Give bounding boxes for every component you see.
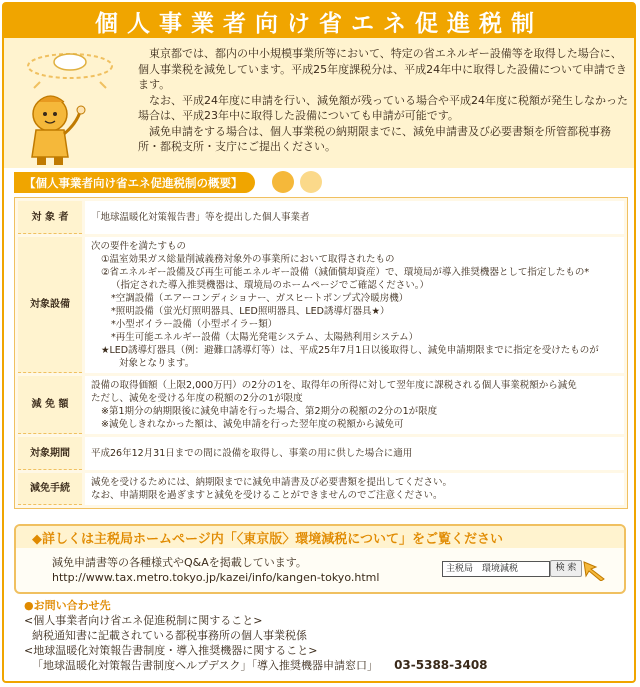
- row-content-reduction: [85, 376, 624, 434]
- search-button[interactable]: 検 索: [550, 560, 582, 577]
- equipment-line: *空調設備（エアーコンディショナー、ガスヒートポンプ式冷暖房機）: [111, 293, 409, 304]
- table-row: [18, 237, 624, 373]
- equipment-line: *照明設備（蛍光灯照明器具、LED照明器具、LED誘導灯器具★）: [111, 306, 390, 317]
- equipment-line: ①温室効果ガス総量削減義務対象外の事業所において取得されたもの: [101, 254, 395, 265]
- procedure-line: なお、申請期限を過ぎますと減免を受けることができませんのでご注意ください。: [91, 490, 443, 501]
- equipment-line: *小型ボイラー設備（小型ボイラー類）: [111, 319, 278, 330]
- table-row: [18, 201, 624, 234]
- reduction-line: ※第1期分の納期限後に減免申請を行った場合、第2期分の税額の2分の1が限度: [101, 406, 438, 417]
- overview-table: [14, 197, 628, 509]
- intro-text: [138, 46, 628, 155]
- equipment-line: （指定された導入推奨機器は、環境局のホームページでご確認ください。）: [111, 280, 430, 291]
- row-content-target: 「地球温暖化対策報告書」等を提出した個人事業者: [85, 201, 624, 234]
- title-banner: [4, 4, 634, 38]
- reduction-line: 設備の取得価額（上限2,000万円）の2分の1を、取得年の所得に対して翌年度に課税される個人事業税額から減免: [91, 380, 577, 391]
- info-title: ◆詳しくは主税局ホームページ内「〈東京版〉環境減税について」をご覧ください: [32, 531, 503, 547]
- row-content-equipment: [85, 237, 624, 373]
- contact-section: [24, 598, 624, 673]
- intro-paragraph: 東京都では、都内の中小規模事業所等において、特定の省エネルギー設備等を取得した場合に、個人事業税を減免しています。平成25年度課税分は、平成24年中に取得した設備について申請できます。: [138, 47, 627, 91]
- reduction-line: ※減免しきれなかった額は、減免申請を行った翌年度の税額から減免可: [101, 419, 404, 430]
- overview-heading: 【個人事業者向け省エネ促進税制の概要】: [14, 172, 255, 193]
- intro-paragraph: なお、平成24年度に申請を行い、減免額が残っている場合や平成24年度に税額が発生しなかった場合は、平成23年中に取得した設備についても申請が可能です。: [138, 93, 628, 122]
- table-row: [18, 473, 624, 505]
- decorative-dot: [272, 171, 294, 193]
- equipment-line: *再生可能エネルギー設備（太陽光発電システム、太陽熱利用システム）: [111, 332, 419, 343]
- contact-helpdesk-name: 「地球温暖化対策報告書制度ヘルプデスク」「導入推奨機器申請窓口」: [32, 659, 379, 672]
- equipment-line: 次の要件を満たすもの: [91, 241, 187, 252]
- info-box: [14, 524, 626, 594]
- info-url-link[interactable]: http://www.tax.metro.tokyo.jp/kazei/info/kangen-tokyo.html: [52, 571, 380, 584]
- intro-paragraph: 減免申請をする場合は、個人事業税の納期限までに、減免申請書及び必要書類を所管都税事務所・都税支所・支庁にご提出ください。: [138, 124, 611, 153]
- table-row: [18, 376, 624, 434]
- contact-line-helpdesk: [24, 658, 624, 673]
- row-header-equipment: 対象設備: [18, 237, 82, 373]
- equipment-line: ★LED誘導灯器具（例：避難口誘導灯等）は、平成25年7月1日以後取得し、減免申請期限までに指定を受けたものが: [101, 345, 599, 356]
- contact-line: 納税通知書に記載されている都税事務所の個人事業税係: [32, 629, 307, 642]
- info-description: 減免申請書等の各種様式やQ&Aを掲載しています。: [52, 556, 307, 569]
- table-row: [18, 437, 624, 470]
- row-header-period: 対象期間: [18, 437, 82, 470]
- procedure-line: 減免を受けるためには、納期限までに減免申請書及び必要書類を提出してください。: [91, 477, 453, 488]
- row-header-reduction: 減 免 額: [18, 376, 82, 434]
- row-header-target: 対 象 者: [18, 201, 82, 234]
- decorative-dot: [300, 171, 322, 193]
- reduction-line: ただし、減免を受ける年度の税額の2分の1が限度: [91, 393, 303, 404]
- equipment-line: ②省エネルギー設備及び再生可能エネルギー設備（減価償却資産）で、環境局が導入推奨機器として指定したもの*: [101, 267, 590, 278]
- search-input[interactable]: 主税局 環境減税: [442, 561, 550, 577]
- page-title: 個人事業者向け省エネ促進税制: [95, 10, 543, 37]
- contact-phone: 03-5388-3408: [394, 658, 488, 672]
- row-header-procedure: 減免手続: [18, 473, 82, 505]
- equipment-line: 対象となります。: [119, 358, 195, 369]
- contact-heading: ●お問い合わせ先: [24, 599, 111, 612]
- info-header: [16, 526, 624, 548]
- row-content-procedure: [85, 473, 624, 505]
- contact-line: <地球温暖化対策報告書制度・導入推奨機器に関すること>: [24, 644, 318, 657]
- mascot-illustration: [10, 42, 130, 167]
- contact-line: <個人事業者向け省エネ促進税制に関すること>: [24, 614, 263, 627]
- row-content-period: 平成26年12月31日までの間に設備を取得し、事業の用に供した場合に適用: [85, 437, 624, 470]
- pointer-arrow-icon: [582, 559, 610, 581]
